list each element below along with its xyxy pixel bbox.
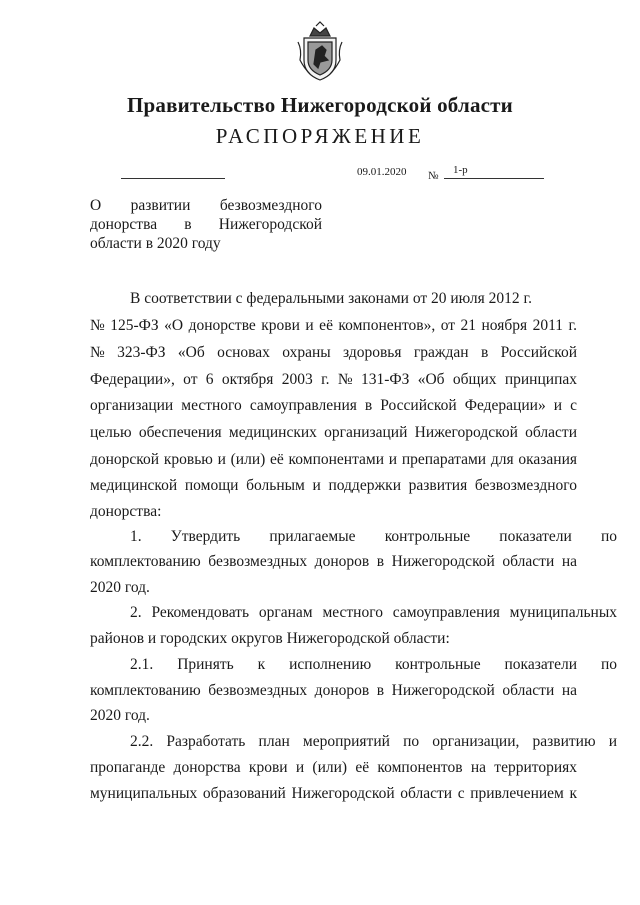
paragraph-line: Федерации», от 6 октября 2003 г. № 131-ФЗ «Об общих принципах [90, 371, 577, 388]
document-subject [90, 196, 322, 253]
number-underline [444, 178, 544, 179]
paragraph-line: № 323-ФЗ «Об основах охраны здоровья граждан в Российской [90, 344, 577, 361]
paragraph-line: донорства: [90, 503, 162, 520]
paragraph-line: 2.1. Принять к исполнению контрольные показатели по [130, 656, 617, 673]
paragraph-line: 2.2. Разработать план мероприятий по организации, развитию и [130, 733, 617, 750]
coat-of-arms-emblem [296, 20, 344, 82]
subject-line: области в 2020 году [90, 235, 221, 252]
paragraph-line: целью обеспечения медицинских организаций Нижегородской области [90, 424, 577, 441]
paragraph-line: 1. Утвердить прилагаемые контрольные показатели по [130, 528, 617, 545]
date-blank-line [121, 178, 225, 179]
paragraph-line: 2. Рекомендовать органам местного самоуправления муниципальных [130, 604, 617, 621]
paragraph-line: организации местного самоуправления в Российской Федерации» и с [90, 397, 577, 414]
number-label: № [428, 170, 439, 182]
document-type: РАСПОРЯЖЕНИЕ [215, 124, 425, 148]
paragraph-line: комплектованию безвозмездных доноров в Нижегородской области на [90, 682, 577, 699]
paragraph-line: районов и городских округов Нижегородской области: [90, 630, 450, 647]
paragraph-line: В соответствии с федеральными законами от 20 июля 2012 г. [130, 290, 532, 307]
document-date: 09.01.2020 [357, 166, 407, 178]
paragraph-line: донорской кровью и (или) её компонентами и препаратами для оказания [90, 451, 577, 468]
paragraph-line: № 125-ФЗ «О донорстве крови и её компонентов», от 21 ноября 2011 г. [90, 317, 577, 334]
paragraph-line: медицинской помощи больным и поддержки развития безвозмездного [90, 477, 577, 494]
organization-title: Правительство Нижегородской области [127, 93, 513, 117]
subject-line: О развитии безвозмездного [90, 197, 322, 214]
subject-line: донорства в Нижегородской [90, 216, 322, 233]
paragraph-line: 2020 год. [90, 707, 150, 724]
document-number: 1-р [453, 164, 468, 176]
paragraph-line: пропаганде донорства крови и (или) её компонентов на территориях [90, 759, 577, 776]
paragraph-line: комплектованию безвозмездных доноров в Нижегородской области на [90, 553, 577, 570]
paragraph-line: муниципальных образований Нижегородской области с привлечением к [90, 785, 577, 802]
paragraph-line: 2020 год. [90, 579, 150, 596]
